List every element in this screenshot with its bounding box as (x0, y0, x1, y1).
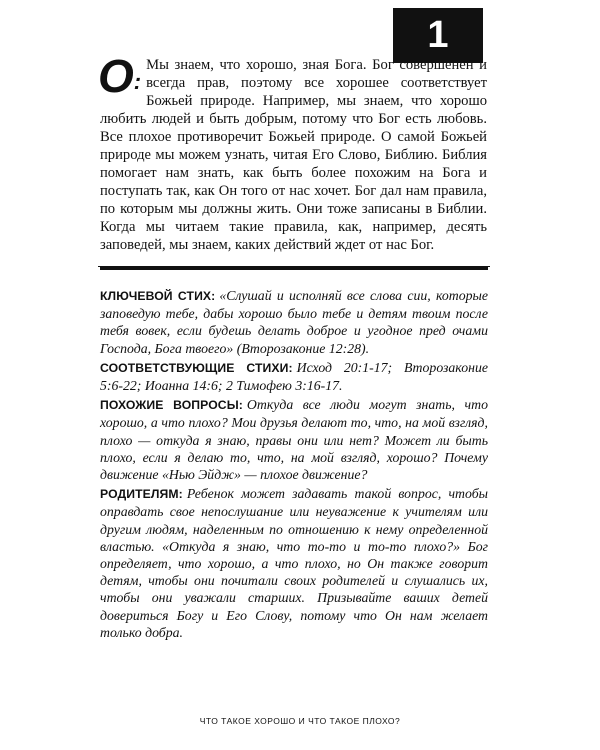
key-verse-note (100, 287, 488, 357)
parents-note (100, 485, 488, 641)
answer-mark-colon: : (133, 69, 141, 94)
page-number-badge (393, 8, 483, 63)
answer-paragraph (98, 50, 487, 254)
key-verse-text: «Слушай и исполняй все слова сии, которые заповедую тебе, дабы хорошо было тебе и детям твоим после тебя вовек, если будешь делать доброе и угодное пред очами Господа, Бога твоего» (Второзаконие 12:28). (100, 288, 488, 356)
notes-section (100, 287, 488, 643)
running-footer: ЧТО ТАКОЕ ХОРОШО И ЧТО ТАКОЕ ПЛОХО? (199, 716, 401, 726)
parents-text: Ребенок может задавать такой вопрос, чтобы оправдать свое непослушание или неуважение к учителям или другим людям, наделенным по отношению к нему определенной властью. «Откуда я знаю, что то-то и то-то плохо?» Бог определяет, что хорошо, а что плохо, но Он также говорит детям, чтобы они почитали своих родителей и слушались их, чтобы они уважали старших. Призывайте ваших детей довериться Богу и Его Слову, потому что Он нам желает только добра. (100, 486, 488, 640)
page-number: 1 (427, 14, 449, 56)
related-verses-text: Исход 20:1-17; Второзаконие 5:6-22; Иоанна 14:6; 2 Тимофею 3:16-17. (100, 359, 489, 394)
answer-mark (98, 50, 141, 102)
similar-questions-note (100, 396, 488, 483)
section-divider (100, 267, 488, 270)
answer-mark-letter: О (98, 50, 133, 102)
related-verses-note (100, 359, 488, 394)
key-verse-label: КЛЮЧЕВОЙ СТИХ: (100, 289, 216, 303)
answer-text: Мы знаем, что хорошо, зная Бога. Бог совершенен и всегда прав, поэтому все хорошее соответствует Божьей природе. Например, мы знаем, что хорошо любить людей и быть добрым, потому что Бог есть любовь. Все плохое противоречит Божьей природе. О самой Божьей природе мы можем узнать, читая Его Слово, Библию. Библия помогает нам знать, как быть более похожим на Бога и поступать так, как Он того от нас хочет. Бог дал нам правила, по которым мы должны жить. Они тоже записаны в Библии. Когда мы читаем такие правила, как, например, десять заповедей, мы знаем, каких действий ждет от нас Бог. (100, 57, 487, 253)
similar-questions-label: ПОХОЖИЕ ВОПРОСЫ: (100, 398, 243, 413)
similar-questions-text: Откуда все люди могут знать, что хорошо, а что плохо? Мои друзья делают то, что, на мой взгляд, плохо — откуда я знаю, правы они или нет? Может ли быть плохо, если я делаю то, что, на мой взгляд, хорошо? Почему движение «Нью Эйдж» — плохое движение? (100, 397, 488, 483)
parents-label: РОДИТЕЛЯМ: (100, 487, 183, 502)
related-verses-label: СООТВЕТСТВУЮЩИЕ СТИХИ: (100, 360, 293, 375)
